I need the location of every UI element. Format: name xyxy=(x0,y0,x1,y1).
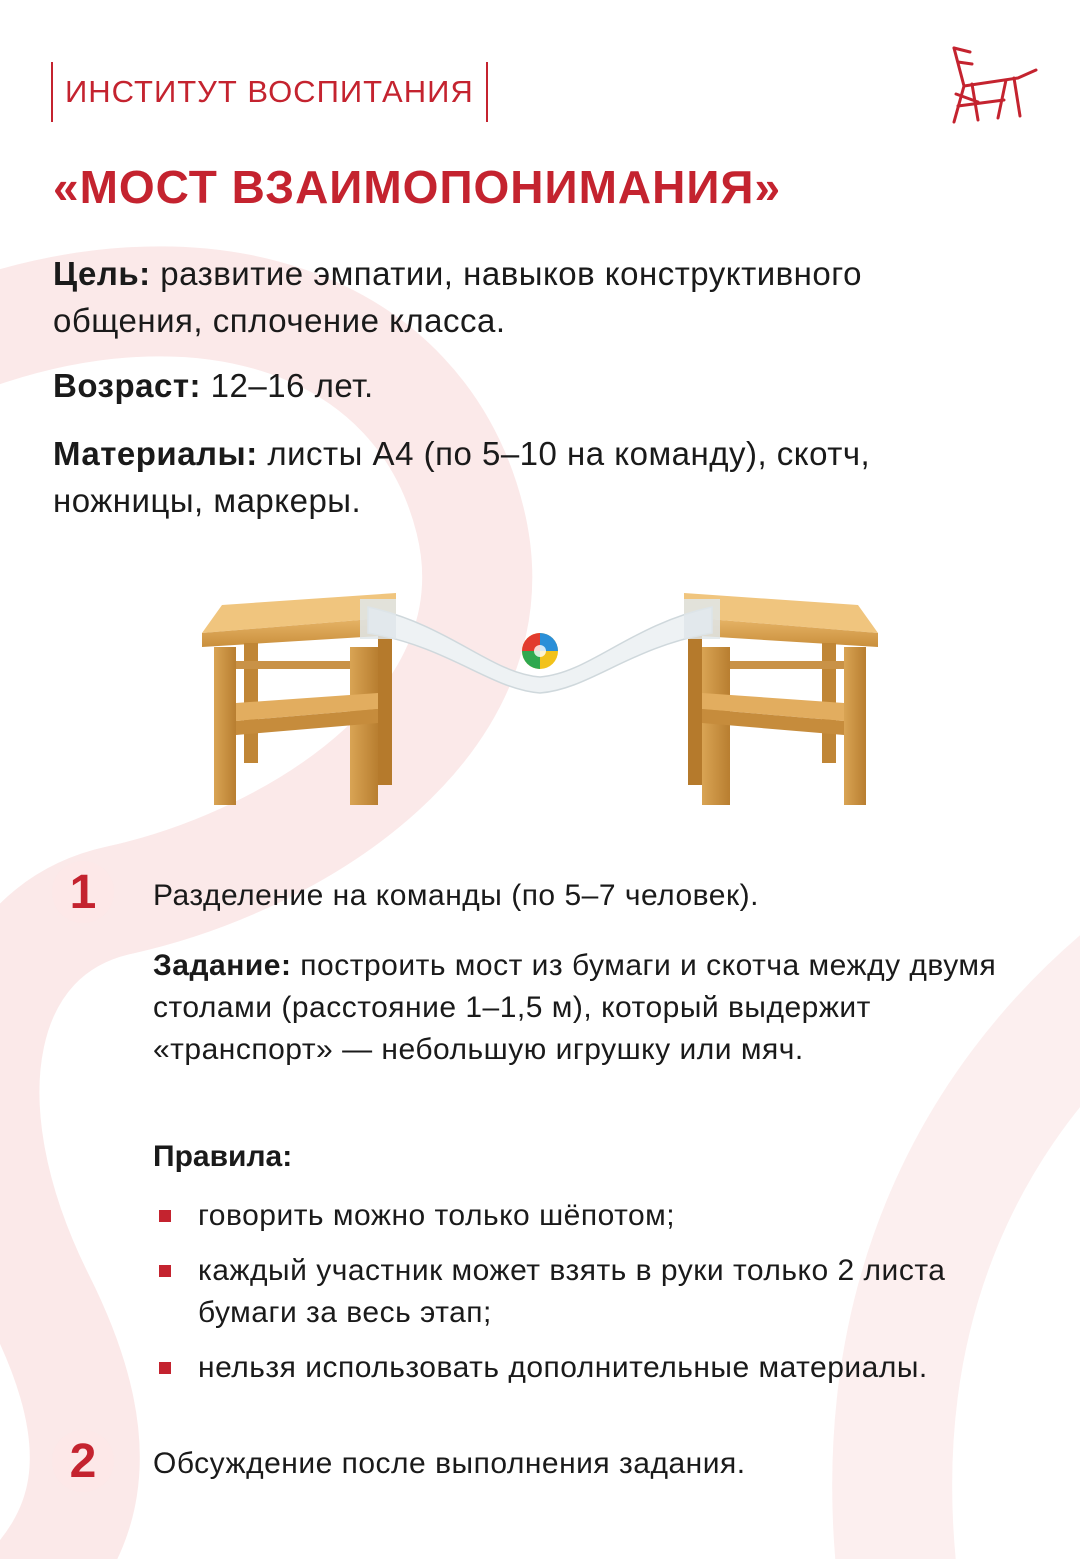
task-text: построить мост из бумаги и скотча между двумя столами (расстояние 1–1,5 м), который выдержит «транспорт» — небольшую игрушку или мяч. xyxy=(153,949,997,1066)
materials-paragraph xyxy=(53,430,1013,524)
task-label: Задание: xyxy=(153,949,292,982)
step-2-badge: 2 xyxy=(52,1430,114,1492)
rule-text: говорить можно только шёпотом; xyxy=(198,1199,676,1232)
goal-paragraph xyxy=(53,250,1013,344)
rule-item xyxy=(153,1347,1013,1389)
materials-text: листы А4 (по 5–10 на команду), скотч, ножницы, маркеры. xyxy=(53,435,871,519)
age-text: 12–16 лет. xyxy=(200,367,374,404)
rule-text: нельзя использовать дополнительные материалы. xyxy=(198,1351,928,1384)
header-brand xyxy=(51,62,488,122)
rule-item xyxy=(153,1250,1013,1334)
bullet-icon xyxy=(159,1362,171,1374)
rule-text: каждый участник может взять в руки только 2 листа бумаги за весь этап; xyxy=(198,1254,946,1329)
age-label: Возраст: xyxy=(53,367,201,404)
right-tape xyxy=(684,599,720,639)
chair-logo-icon xyxy=(948,44,1040,124)
brand-name: ИНСТИТУТ ВОСПИТАНИЯ xyxy=(65,74,474,109)
bullet-icon xyxy=(159,1210,171,1222)
rule-item xyxy=(153,1195,1013,1237)
age-paragraph xyxy=(53,362,1013,409)
step-2-text: Обсуждение после выполнения задания. xyxy=(153,1447,746,1480)
bridge-illustration xyxy=(200,585,880,810)
step-1-badge: 1 xyxy=(52,861,114,923)
left-tape xyxy=(360,599,396,639)
page-title: «МОСТ ВЗАИМОПОНИМАНИЯ» xyxy=(53,161,782,213)
ball xyxy=(522,633,558,669)
goal-label: Цель: xyxy=(53,255,151,292)
bullet-icon xyxy=(159,1265,171,1277)
task-paragraph xyxy=(153,945,1013,1071)
materials-label: Материалы: xyxy=(53,435,258,472)
step-1-text: Разделение на команды (по 5–7 человек). xyxy=(153,879,759,912)
rules-heading: Правила: xyxy=(153,1140,293,1173)
goal-text: развитие эмпатии, навыков конструктивного общения, сплочение класса. xyxy=(53,255,862,339)
